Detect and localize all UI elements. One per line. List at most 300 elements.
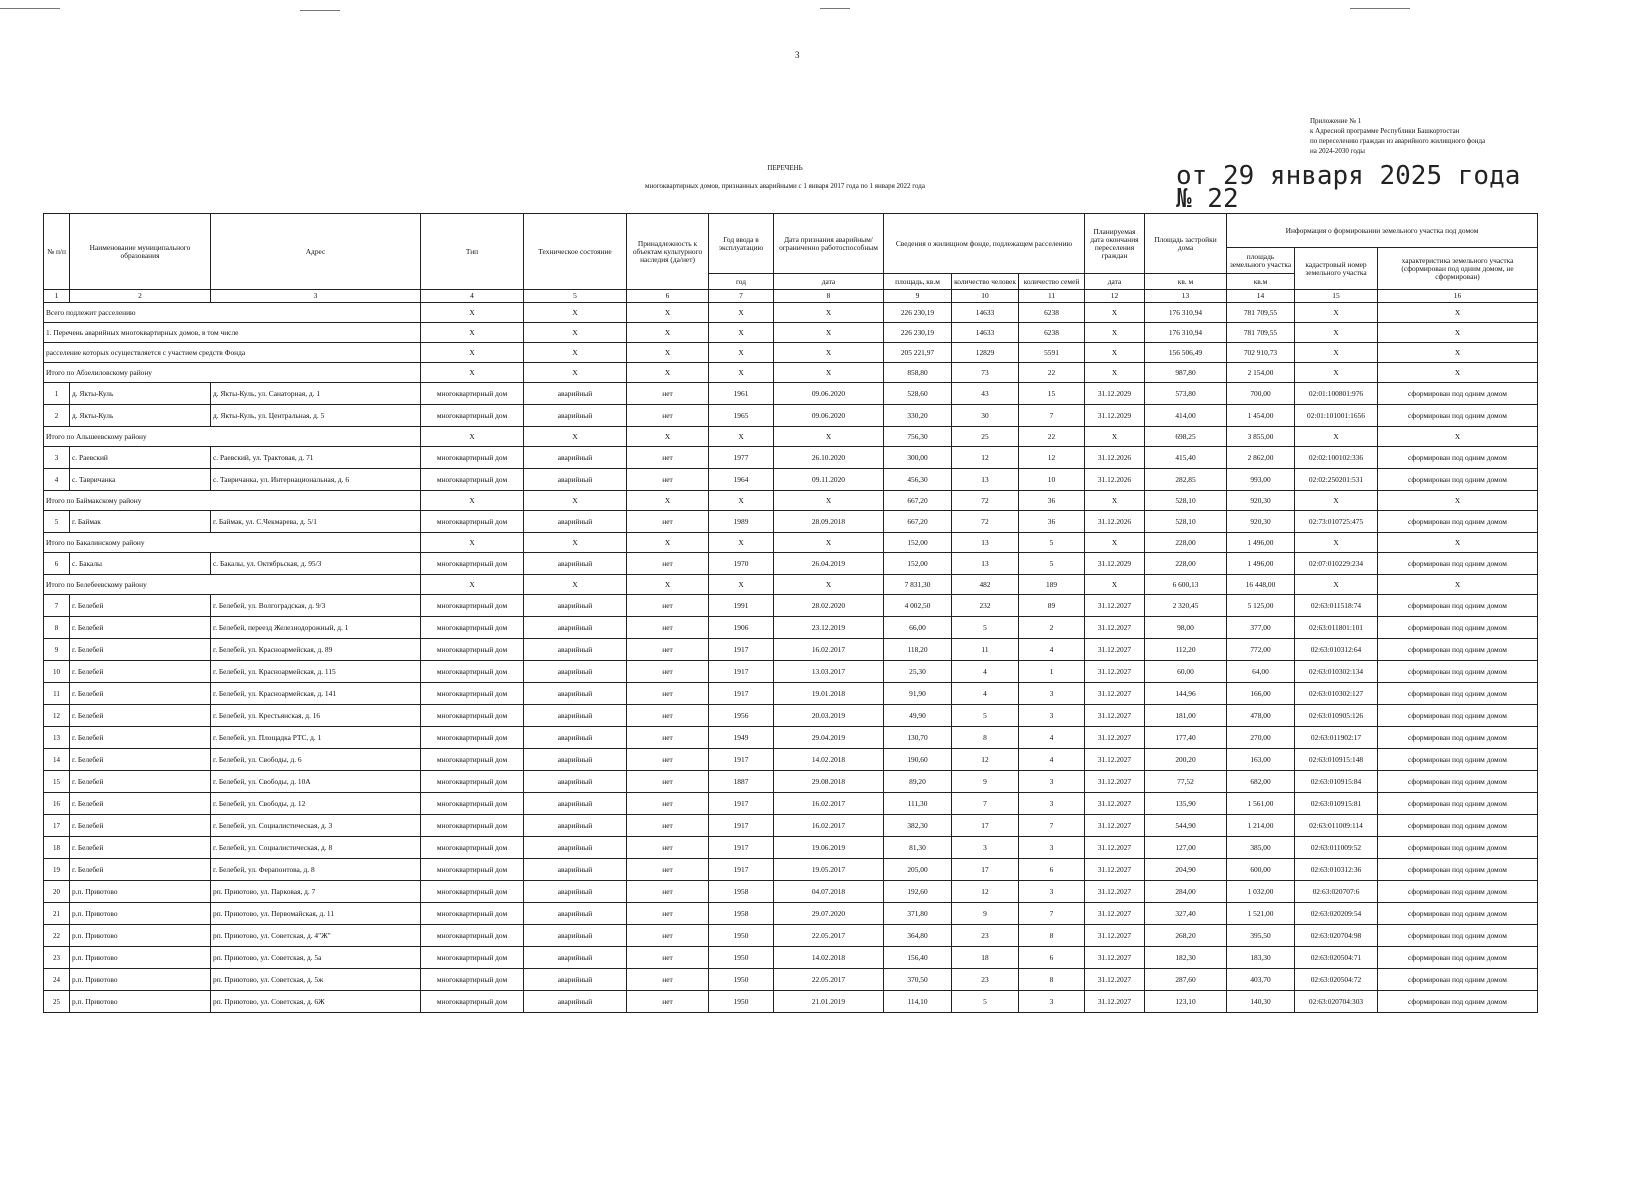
condition-cell: аварийный: [524, 749, 627, 771]
year-cell: 1917: [709, 859, 774, 881]
people-cell: 5: [952, 705, 1019, 727]
municipality-cell: г. Баймак: [70, 511, 211, 533]
land-area-cell: 1 521,00: [1227, 903, 1295, 925]
land-char-cell: сформирован под одним домом: [1378, 469, 1538, 491]
municipality-cell: г. Белебей: [70, 617, 211, 639]
land-area-cell: 1 496,00: [1227, 533, 1295, 553]
total-row: [44, 363, 1538, 383]
date-cell: X: [774, 427, 884, 447]
type-cell: многоквартирный дом: [421, 815, 524, 837]
year-cell: X: [709, 533, 774, 553]
scan-artifact: [1350, 8, 1410, 9]
families-cell: 5: [1019, 553, 1085, 575]
build-area-cell: 228,00: [1145, 533, 1227, 553]
table-row: [44, 793, 1538, 815]
header-build-area-group: Площадь застройки дома: [1145, 214, 1227, 274]
year-cell: 1950: [709, 947, 774, 969]
date-cell: 16.02.2017: [774, 793, 884, 815]
title-subtitle: многоквартирных домов, признанных аварийными с 1 января 2017 года по 1 января 2022 года: [645, 182, 925, 190]
condition-cell: X: [524, 363, 627, 383]
land-char-cell: сформирован под одним домом: [1378, 969, 1538, 991]
header-municipality: Наименование муниципального образования: [70, 214, 211, 290]
column-number: 13: [1145, 290, 1227, 303]
table-row: [44, 727, 1538, 749]
land-area-cell: 600,00: [1227, 859, 1295, 881]
date-cell: X: [774, 491, 884, 511]
families-cell: 7: [1019, 815, 1085, 837]
people-cell: 5: [952, 617, 1019, 639]
type-cell: многоквартирный дом: [421, 749, 524, 771]
row-number: 8: [44, 617, 70, 639]
date-cell: 23.12.2019: [774, 617, 884, 639]
cadastral-cell: 02:07:010229:234: [1295, 553, 1378, 575]
date-cell: 13.03.2017: [774, 661, 884, 683]
address-cell: г. Белебей, ул. Площадка РТС, д. 1: [211, 727, 421, 749]
families-cell: 3: [1019, 881, 1085, 903]
people-cell: 43: [952, 383, 1019, 405]
plan-cell: X: [1085, 575, 1145, 595]
header-families: количество семей: [1019, 274, 1085, 290]
plan-cell: 31.12.2027: [1085, 925, 1145, 947]
row-number: 25: [44, 991, 70, 1013]
land-area-cell: 1 496,00: [1227, 553, 1295, 575]
heritage-cell: нет: [627, 511, 709, 533]
heritage-cell: нет: [627, 383, 709, 405]
year-cell: X: [709, 363, 774, 383]
plan-cell: 31.12.2027: [1085, 727, 1145, 749]
plan-cell: 31.12.2029: [1085, 405, 1145, 427]
condition-cell: X: [524, 491, 627, 511]
type-cell: многоквартирный дом: [421, 447, 524, 469]
header-land-group: Информация о формировании земельного участка под домом: [1227, 214, 1538, 248]
build-area-cell: 182,30: [1145, 947, 1227, 969]
column-number: 7: [709, 290, 774, 303]
area-cell: 528,60: [884, 383, 952, 405]
year-cell: 1917: [709, 661, 774, 683]
table-row: [44, 749, 1538, 771]
header-year: год: [709, 274, 774, 290]
plan-cell: 31.12.2027: [1085, 903, 1145, 925]
families-cell: 4: [1019, 639, 1085, 661]
column-number: 8: [774, 290, 884, 303]
total-row: [44, 427, 1538, 447]
date-cell: X: [774, 533, 884, 553]
people-cell: 13: [952, 553, 1019, 575]
row-number: 13: [44, 727, 70, 749]
condition-cell: аварийный: [524, 925, 627, 947]
condition-cell: аварийный: [524, 991, 627, 1013]
land-area-cell: 403,70: [1227, 969, 1295, 991]
table-row: [44, 511, 1538, 533]
date-cell: X: [774, 575, 884, 595]
cadastral-cell: X: [1295, 323, 1378, 343]
header-num: № п/п: [44, 214, 70, 290]
year-cell: 1961: [709, 383, 774, 405]
municipality-cell: г. Белебей: [70, 639, 211, 661]
plan-cell: 31.12.2027: [1085, 705, 1145, 727]
type-cell: многоквартирный дом: [421, 727, 524, 749]
annex-line: к Адресной программе Республики Башкортостан: [1310, 127, 1460, 135]
municipality-cell: р.п. Приютово: [70, 881, 211, 903]
date-cell: 22.05.2017: [774, 969, 884, 991]
address-cell: д. Якты-Куль, ул. Центральная, д. 5: [211, 405, 421, 427]
annex-line: на 2024-2030 годы: [1310, 147, 1365, 155]
annex-line: по переселению граждан из аварийного жилищного фонда: [1310, 137, 1486, 145]
table-body: [44, 290, 1538, 1013]
municipality-cell: г. Белебей: [70, 771, 211, 793]
stamp-date: от 29 января 2025 года: [1176, 161, 1521, 191]
column-number: 2: [70, 290, 211, 303]
cadastral-cell: 02:63:020209:54: [1295, 903, 1378, 925]
document-title: [560, 163, 1010, 191]
stamp-number: № 22: [1176, 184, 1239, 214]
table-row: [44, 991, 1538, 1013]
row-number: 4: [44, 469, 70, 491]
header-recognition-date: дата: [774, 274, 884, 290]
date-cell: 22.05.2017: [774, 925, 884, 947]
column-number: 3: [211, 290, 421, 303]
total-label: Итого по Альшеевскому району: [44, 427, 421, 447]
year-cell: X: [709, 575, 774, 595]
type-cell: многоквартирный дом: [421, 639, 524, 661]
table-row: [44, 595, 1538, 617]
houses-table: [43, 213, 1538, 1013]
date-cell: 21.01.2019: [774, 991, 884, 1013]
area-cell: 192,60: [884, 881, 952, 903]
heritage-cell: нет: [627, 815, 709, 837]
table-row: [44, 469, 1538, 491]
header-type: Тип: [421, 214, 524, 290]
condition-cell: X: [524, 575, 627, 595]
total-label: расселение которых осуществляется с участием средств Фонда: [44, 343, 421, 363]
row-number: 16: [44, 793, 70, 815]
date-cell: 09.06.2020: [774, 383, 884, 405]
heritage-cell: нет: [627, 991, 709, 1013]
row-number: 20: [44, 881, 70, 903]
people-cell: 4: [952, 661, 1019, 683]
land-area-cell: 1 454,00: [1227, 405, 1295, 427]
area-cell: 91,90: [884, 683, 952, 705]
plan-cell: 31.12.2027: [1085, 793, 1145, 815]
table-row: [44, 815, 1538, 837]
condition-cell: аварийный: [524, 383, 627, 405]
type-cell: многоквартирный дом: [421, 595, 524, 617]
address-cell: рп. Приютово, ул. Парковая, д. 7: [211, 881, 421, 903]
date-cell: 19.01.2018: [774, 683, 884, 705]
date-cell: 09.06.2020: [774, 405, 884, 427]
area-cell: 756,30: [884, 427, 952, 447]
land-char-cell: сформирован под одним домом: [1378, 727, 1538, 749]
land-area-cell: 3 855,00: [1227, 427, 1295, 447]
address-cell: рп. Приютово, ул. Первомайская, д. 11: [211, 903, 421, 925]
row-number: 17: [44, 815, 70, 837]
people-cell: 12: [952, 749, 1019, 771]
area-cell: 667,20: [884, 491, 952, 511]
land-area-cell: 385,00: [1227, 837, 1295, 859]
municipality-cell: с. Раевский: [70, 447, 211, 469]
land-area-cell: 1 214,00: [1227, 815, 1295, 837]
header-plan-group: Планируемая дата окончания переселения граждан: [1085, 214, 1145, 274]
type-cell: многоквартирный дом: [421, 405, 524, 427]
condition-cell: аварийный: [524, 595, 627, 617]
cadastral-cell: 02:63:011009:114: [1295, 815, 1378, 837]
row-number: 19: [44, 859, 70, 881]
land-char-cell: X: [1378, 303, 1538, 323]
type-cell: X: [421, 343, 524, 363]
condition-cell: X: [524, 323, 627, 343]
header-people: количество человек: [952, 274, 1019, 290]
area-cell: 300,00: [884, 447, 952, 469]
condition-cell: аварийный: [524, 617, 627, 639]
land-char-cell: X: [1378, 363, 1538, 383]
condition-cell: X: [524, 533, 627, 553]
date-cell: 16.02.2017: [774, 815, 884, 837]
land-area-cell: 1 032,00: [1227, 881, 1295, 903]
area-cell: 456,30: [884, 469, 952, 491]
land-char-cell: сформирован под одним домом: [1378, 991, 1538, 1013]
families-cell: 7: [1019, 903, 1085, 925]
build-area-cell: 284,00: [1145, 881, 1227, 903]
year-cell: 1964: [709, 469, 774, 491]
condition-cell: аварийный: [524, 683, 627, 705]
families-cell: 5: [1019, 533, 1085, 553]
cadastral-cell: 02:63:020704:98: [1295, 925, 1378, 947]
people-cell: 4: [952, 683, 1019, 705]
address-cell: г. Баймак, ул. С.Чекмарева, д. 5/1: [211, 511, 421, 533]
area-cell: 114,10: [884, 991, 952, 1013]
year-cell: 1950: [709, 969, 774, 991]
build-area-cell: 282,85: [1145, 469, 1227, 491]
area-cell: 205 221,97: [884, 343, 952, 363]
people-cell: 482: [952, 575, 1019, 595]
year-cell: 1917: [709, 639, 774, 661]
cadastral-cell: 02:63:010915:81: [1295, 793, 1378, 815]
land-area-cell: 2 154,00: [1227, 363, 1295, 383]
date-cell: 09.11.2020: [774, 469, 884, 491]
cadastral-cell: 02:63:020504:71: [1295, 947, 1378, 969]
plan-cell: 31.12.2027: [1085, 595, 1145, 617]
total-row: [44, 303, 1538, 323]
date-cell: 29.07.2020: [774, 903, 884, 925]
date-cell: X: [774, 323, 884, 343]
families-cell: 3: [1019, 705, 1085, 727]
municipality-cell: д. Якты-Куль: [70, 383, 211, 405]
cadastral-cell: 02:02:250201:531: [1295, 469, 1378, 491]
cadastral-cell: 02:63:020707:6: [1295, 881, 1378, 903]
scan-artifact: [0, 8, 60, 9]
row-number: 9: [44, 639, 70, 661]
plan-cell: X: [1085, 363, 1145, 383]
year-cell: 1906: [709, 617, 774, 639]
cadastral-cell: 02:63:010312:36: [1295, 859, 1378, 881]
cadastral-cell: X: [1295, 533, 1378, 553]
area-cell: 89,20: [884, 771, 952, 793]
row-number: 6: [44, 553, 70, 575]
plan-cell: X: [1085, 303, 1145, 323]
families-cell: 8: [1019, 969, 1085, 991]
year-cell: 1949: [709, 727, 774, 749]
total-label: Итого по Баймакскому району: [44, 491, 421, 511]
condition-cell: аварийный: [524, 859, 627, 881]
annex-line: Приложение № 1: [1310, 117, 1362, 125]
land-char-cell: сформирован под одним домом: [1378, 837, 1538, 859]
heritage-cell: нет: [627, 925, 709, 947]
families-cell: 6238: [1019, 323, 1085, 343]
year-cell: 1917: [709, 815, 774, 837]
row-number: 3: [44, 447, 70, 469]
area-cell: 371,80: [884, 903, 952, 925]
table-row: [44, 903, 1538, 925]
address-cell: рп. Приютово, ул. Советская, д. 4"Ж": [211, 925, 421, 947]
heritage-cell: X: [627, 343, 709, 363]
build-area-cell: 176 310,94: [1145, 323, 1227, 343]
type-cell: многоквартирный дом: [421, 947, 524, 969]
address-cell: д. Якты-Куль, ул. Санаторная, д. 1: [211, 383, 421, 405]
type-cell: X: [421, 363, 524, 383]
year-cell: 1917: [709, 749, 774, 771]
row-number: 11: [44, 683, 70, 705]
date-cell: 28.09.2018: [774, 511, 884, 533]
plan-cell: 31.12.2027: [1085, 749, 1145, 771]
families-cell: 36: [1019, 511, 1085, 533]
plan-cell: 31.12.2027: [1085, 969, 1145, 991]
date-stamp: [1176, 161, 1521, 214]
header-land-area: кв.м: [1227, 274, 1295, 290]
address-cell: рп. Приютово, ул. Советская, д. 6Ж: [211, 991, 421, 1013]
families-cell: 4: [1019, 749, 1085, 771]
families-cell: 3: [1019, 837, 1085, 859]
date-cell: 26.04.2019: [774, 553, 884, 575]
heritage-cell: нет: [627, 469, 709, 491]
column-number: 14: [1227, 290, 1295, 303]
municipality-cell: р.п. Приютово: [70, 991, 211, 1013]
cadastral-cell: 02:63:011801:101: [1295, 617, 1378, 639]
address-cell: г. Белебей, ул. Свободы, д. 10А: [211, 771, 421, 793]
heritage-cell: нет: [627, 969, 709, 991]
year-cell: 1950: [709, 925, 774, 947]
heritage-cell: нет: [627, 639, 709, 661]
families-cell: 1: [1019, 661, 1085, 683]
municipality-cell: г. Белебей: [70, 859, 211, 881]
area-cell: 858,80: [884, 363, 952, 383]
heritage-cell: нет: [627, 727, 709, 749]
municipality-cell: с. Тавричанка: [70, 469, 211, 491]
heritage-cell: нет: [627, 405, 709, 427]
table-row: [44, 661, 1538, 683]
build-area-cell: 176 310,94: [1145, 303, 1227, 323]
people-cell: 12: [952, 447, 1019, 469]
people-cell: 13: [952, 533, 1019, 553]
plan-cell: 31.12.2027: [1085, 617, 1145, 639]
people-cell: 73: [952, 363, 1019, 383]
date-cell: 16.02.2017: [774, 639, 884, 661]
area-cell: 156,40: [884, 947, 952, 969]
type-cell: многоквартирный дом: [421, 991, 524, 1013]
area-cell: 190,60: [884, 749, 952, 771]
type-cell: многоквартирный дом: [421, 969, 524, 991]
land-char-cell: X: [1378, 323, 1538, 343]
plan-cell: 31.12.2027: [1085, 661, 1145, 683]
people-cell: 9: [952, 771, 1019, 793]
table-row: [44, 837, 1538, 859]
land-char-cell: сформирован под одним домом: [1378, 639, 1538, 661]
column-number: 6: [627, 290, 709, 303]
build-area-cell: 135,90: [1145, 793, 1227, 815]
heritage-cell: нет: [627, 447, 709, 469]
condition-cell: X: [524, 427, 627, 447]
heritage-cell: нет: [627, 771, 709, 793]
municipality-cell: с. Бакалы: [70, 553, 211, 575]
build-area-cell: 228,00: [1145, 553, 1227, 575]
year-cell: 1989: [709, 511, 774, 533]
date-cell: 04.07.2018: [774, 881, 884, 903]
land-area-cell: 1 561,00: [1227, 793, 1295, 815]
families-cell: 12: [1019, 447, 1085, 469]
address-cell: с. Бакалы, ул. Октябрьская, д. 95/3: [211, 553, 421, 575]
total-label: Всего подлежит расселению: [44, 303, 421, 323]
year-cell: 1977: [709, 447, 774, 469]
header-year-group: Год ввода в эксплуатацию: [709, 214, 774, 274]
row-number: 2: [44, 405, 70, 427]
plan-cell: 31.12.2026: [1085, 447, 1145, 469]
build-area-cell: 123,10: [1145, 991, 1227, 1013]
plan-cell: 31.12.2029: [1085, 553, 1145, 575]
plan-cell: X: [1085, 427, 1145, 447]
condition-cell: аварийный: [524, 947, 627, 969]
heritage-cell: нет: [627, 947, 709, 969]
row-number: 14: [44, 749, 70, 771]
column-number-row: [44, 290, 1538, 303]
families-cell: 4: [1019, 727, 1085, 749]
condition-cell: X: [524, 303, 627, 323]
land-area-cell: 772,00: [1227, 639, 1295, 661]
plan-cell: 31.12.2027: [1085, 991, 1145, 1013]
area-cell: 25,30: [884, 661, 952, 683]
land-area-cell: 270,00: [1227, 727, 1295, 749]
land-area-cell: 5 125,00: [1227, 595, 1295, 617]
area-cell: 130,70: [884, 727, 952, 749]
row-number: 12: [44, 705, 70, 727]
address-cell: с. Тавричанка, ул. Интернациональная, д. 6: [211, 469, 421, 491]
column-number: 10: [952, 290, 1019, 303]
build-area-cell: 528,10: [1145, 511, 1227, 533]
people-cell: 3: [952, 837, 1019, 859]
families-cell: 5591: [1019, 343, 1085, 363]
condition-cell: аварийный: [524, 793, 627, 815]
row-number: 18: [44, 837, 70, 859]
people-cell: 30: [952, 405, 1019, 427]
area-cell: 152,00: [884, 533, 952, 553]
cadastral-cell: X: [1295, 343, 1378, 363]
total-row: [44, 343, 1538, 363]
address-cell: г. Белебей, ул. Красноармейская, д. 115: [211, 661, 421, 683]
year-cell: 1917: [709, 837, 774, 859]
year-cell: 1991: [709, 595, 774, 617]
land-char-cell: сформирован под одним домом: [1378, 925, 1538, 947]
row-number: 21: [44, 903, 70, 925]
area-cell: 4 002,50: [884, 595, 952, 617]
year-cell: 1956: [709, 705, 774, 727]
title-heading: ПЕРЕЧЕНЬ: [767, 164, 803, 172]
area-cell: 81,30: [884, 837, 952, 859]
build-area-cell: 204,90: [1145, 859, 1227, 881]
header-condition: Техническое состояние: [524, 214, 627, 290]
area-cell: 118,20: [884, 639, 952, 661]
plan-cell: 31.12.2027: [1085, 683, 1145, 705]
total-row: [44, 491, 1538, 511]
land-char-cell: сформирован под одним домом: [1378, 511, 1538, 533]
type-cell: X: [421, 323, 524, 343]
